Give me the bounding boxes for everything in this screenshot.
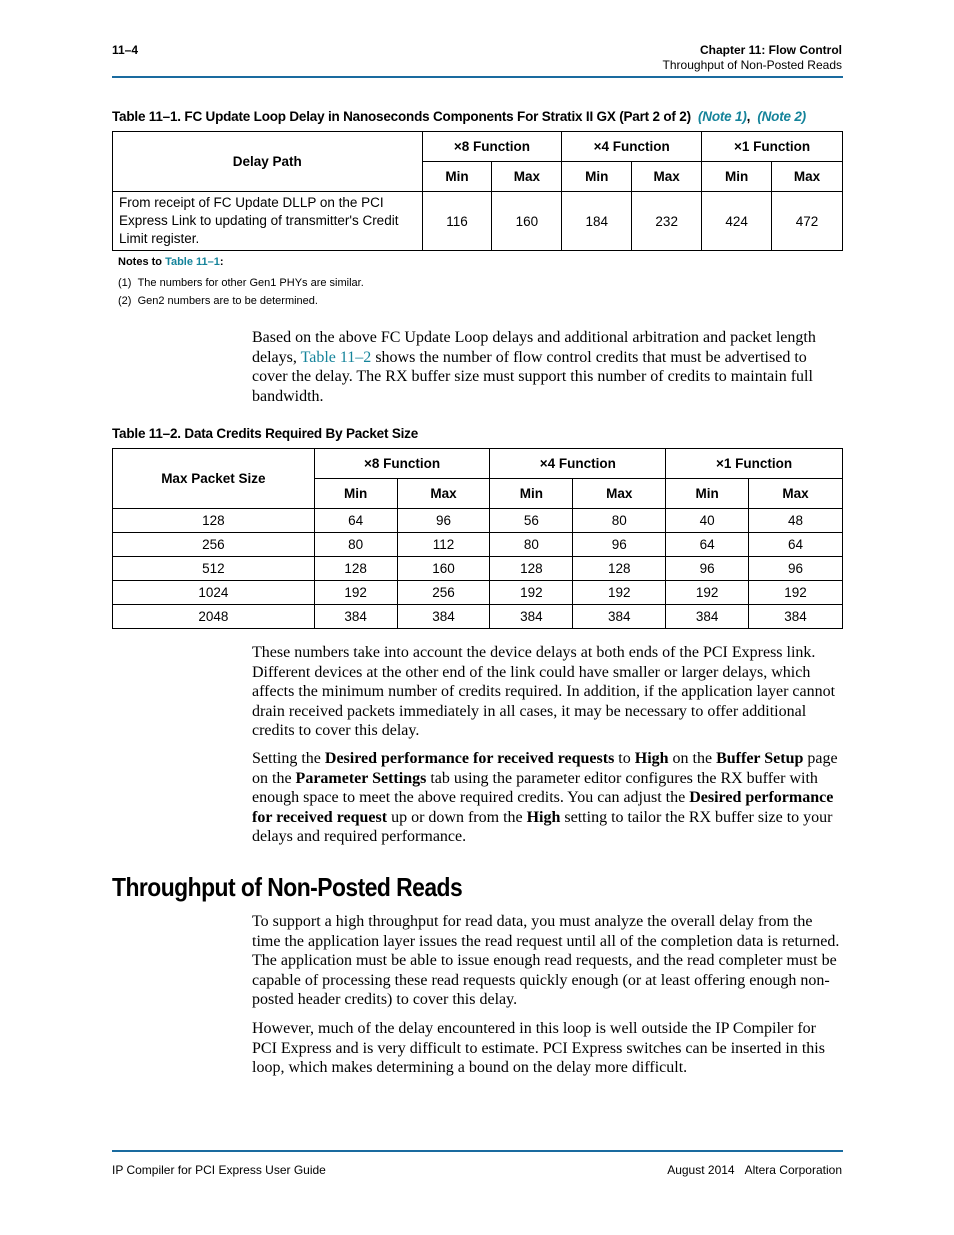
table2: [112, 448, 843, 629]
col-max: Max: [772, 162, 843, 192]
value-cell: 472: [772, 192, 843, 251]
note-text: Gen2 numbers are to be determined.: [137, 295, 318, 307]
col-min: Min: [562, 162, 632, 192]
value-cell: 184: [562, 192, 632, 251]
paragraph-text: tab using the parameter editor configures the RX buffer with enough space to meet the above required credits. You can adjust the: [252, 769, 818, 806]
credit-cell: 384: [314, 605, 397, 629]
notes-title-prefix: Notes to: [118, 256, 166, 268]
credit-cell: 48: [749, 509, 843, 533]
credit-cell: 384: [666, 605, 749, 629]
credit-cell: 160: [397, 557, 490, 581]
table-notes: [118, 256, 224, 268]
ui-term: High: [634, 750, 669, 767]
group-x4: ×4 Function: [562, 132, 702, 162]
col-min: Min: [702, 162, 772, 192]
credit-cell: 384: [749, 605, 843, 629]
credit-cell: 40: [666, 509, 749, 533]
credit-cell: 96: [749, 557, 843, 581]
paragraph-text: Based on the above FC Update Loop delays and additional arbitration and packet length delays,: [252, 329, 816, 366]
table-row: [113, 509, 843, 533]
running-header: [663, 43, 842, 73]
value-cell: 424: [702, 192, 772, 251]
value-cell: 116: [422, 192, 492, 251]
col-min: Min: [490, 479, 573, 509]
group-x8: ×8 Function: [422, 132, 562, 162]
table-row: [113, 581, 843, 605]
chapter-title: Chapter 11: Flow Control: [699, 43, 842, 57]
credit-cell: 96: [573, 533, 666, 557]
table-row: [113, 605, 843, 629]
note-number: (2): [118, 295, 132, 307]
paragraph-text: up or down from the: [387, 808, 527, 826]
group-x8: ×8 Function: [314, 449, 490, 479]
credit-cell: 128: [490, 557, 573, 581]
value-cell: 232: [632, 192, 702, 251]
col-delay-path: Delay Path: [113, 132, 423, 192]
paragraph: [252, 912, 844, 1010]
note-item: [118, 277, 364, 289]
delay-path-cell: From receipt of FC Update DLLP on the PCI Express Link to updating of transmitter's Credit Limit register.: [113, 192, 423, 251]
credit-cell: 128: [314, 557, 397, 581]
footer-rule: [112, 1150, 843, 1152]
header-rule: [112, 76, 843, 78]
paragraph: [252, 1019, 844, 1078]
value-cell: 160: [492, 192, 562, 251]
paragraph-text: setting to tailor the RX buffer size to your delays and required performance.: [252, 808, 833, 845]
packet-size-cell: 512: [113, 557, 315, 581]
credit-cell: 384: [490, 605, 573, 629]
note2-link[interactable]: (Note 2): [757, 109, 806, 124]
section-header: Throughput of Non-Posted Reads: [662, 58, 842, 72]
credit-cell: 192: [666, 581, 749, 605]
paragraph-text: To support a high throughput for read data, you must analyze the overall delay from the time the application layer issues the read request until all of the completion data is returned. The application must be able to issue enough read requests, and the read completer must be capable of processing these read requests quickly enough (or at least offering enough non-posted header credits) to cover this delay.: [252, 913, 840, 1008]
paragraph-text: Setting the: [252, 750, 325, 767]
credit-cell: 192: [749, 581, 843, 605]
group-x4: ×4 Function: [490, 449, 666, 479]
ui-term: Parameter Settings: [295, 769, 427, 787]
credit-cell: 384: [397, 605, 490, 629]
table1-link[interactable]: Table 11–1: [165, 256, 220, 268]
table-row: [113, 557, 843, 581]
packet-size-cell: 128: [113, 509, 315, 533]
paragraph-text: on the: [668, 750, 717, 767]
table-row: [113, 192, 843, 251]
group-x1: ×1 Function: [666, 449, 843, 479]
table-row: [113, 533, 843, 557]
footer-company: Altera Corporation: [744, 1163, 842, 1177]
ui-term: Desired performance for received request: [252, 789, 834, 826]
table1-caption: [112, 109, 806, 124]
col-max: Max: [749, 479, 843, 509]
credit-cell: 128: [573, 557, 666, 581]
paragraph-text: These numbers take into account the device delays at both ends of the PCI Express link. Different devices at the other end of the link could have smaller or larger delays, which affects the minimum number of credits required. In addition, if the application layer cannot drain received packets immediately in all cases, it may be necessary to offer additional credits to cover this delay.: [252, 644, 836, 739]
col-max: Max: [397, 479, 490, 509]
paragraph-text: to: [614, 750, 635, 767]
paragraph-text: page on the: [252, 750, 838, 787]
footer-doc-title: IP Compiler for PCI Express User Guide: [112, 1163, 326, 1177]
footer-date: August 2014: [667, 1163, 735, 1177]
note1-link[interactable]: (Note 1): [697, 109, 747, 124]
credit-cell: 192: [573, 581, 666, 605]
credit-cell: 64: [749, 533, 843, 557]
table1: [112, 131, 843, 251]
credit-cell: 96: [397, 509, 490, 533]
packet-size-cell: 1024: [113, 581, 315, 605]
paragraph-text: However, much of the delay encountered in this loop is well outside the IP Compiler for PCI Express and is very difficult to estimate. PCI Express switches can be inserted in this loop, which makes determining a bound on the delay more difficult.: [252, 1020, 825, 1076]
col-max: Max: [573, 479, 666, 509]
paragraph-text: shows the number of flow control credits that must be advertised to cover the delay. The RX buffer size must support this number of credits to maintain full bandwidth.: [252, 348, 813, 405]
paragraph: [252, 749, 844, 847]
paragraph: [252, 328, 844, 406]
credit-cell: 80: [314, 533, 397, 557]
note-item: [118, 295, 318, 307]
credit-cell: 192: [490, 581, 573, 605]
col-max: Max: [632, 162, 702, 192]
credit-cell: 112: [397, 533, 490, 557]
col-min: Min: [422, 162, 492, 192]
col-min: Min: [666, 479, 749, 509]
ui-term: Desired performance for received requests: [324, 750, 615, 767]
notes-title-suffix: :: [219, 256, 224, 268]
group-x1: ×1 Function: [702, 132, 843, 162]
paragraph: [252, 643, 844, 741]
credit-cell: 64: [666, 533, 749, 557]
credit-cell: 256: [397, 581, 490, 605]
table1-caption-text: Table 11–1. FC Update Loop Delay in Nanoseconds Components For Stratix II GX (Part 2 of 2): [112, 109, 691, 124]
credit-cell: 80: [573, 509, 666, 533]
table2-link[interactable]: Table 11–2: [300, 348, 372, 366]
col-packet-size: Max Packet Size: [113, 449, 315, 509]
ui-term: Buffer Setup: [716, 750, 804, 767]
section-heading: Throughput of Non-Posted Reads: [112, 872, 463, 902]
page-number: 11–4: [112, 43, 139, 57]
packet-size-cell: 256: [113, 533, 315, 557]
table2-body: [113, 509, 843, 629]
credit-cell: 96: [666, 557, 749, 581]
caption-separator: ,: [746, 109, 751, 124]
notes-title: [118, 256, 224, 268]
col-min: Min: [314, 479, 397, 509]
credit-cell: 64: [314, 509, 397, 533]
packet-size-cell: 2048: [113, 605, 315, 629]
credit-cell: 384: [573, 605, 666, 629]
credit-cell: 80: [490, 533, 573, 557]
credit-cell: 56: [490, 509, 573, 533]
note-number: (1): [118, 277, 132, 289]
footer-right: [667, 1163, 842, 1177]
col-max: Max: [492, 162, 562, 192]
ui-term: High: [526, 808, 561, 826]
credit-cell: 192: [314, 581, 397, 605]
table2-caption: Table 11–2. Data Credits Required By Packet Size: [112, 426, 419, 441]
note-text: The numbers for other Gen1 PHYs are similar.: [137, 277, 364, 289]
